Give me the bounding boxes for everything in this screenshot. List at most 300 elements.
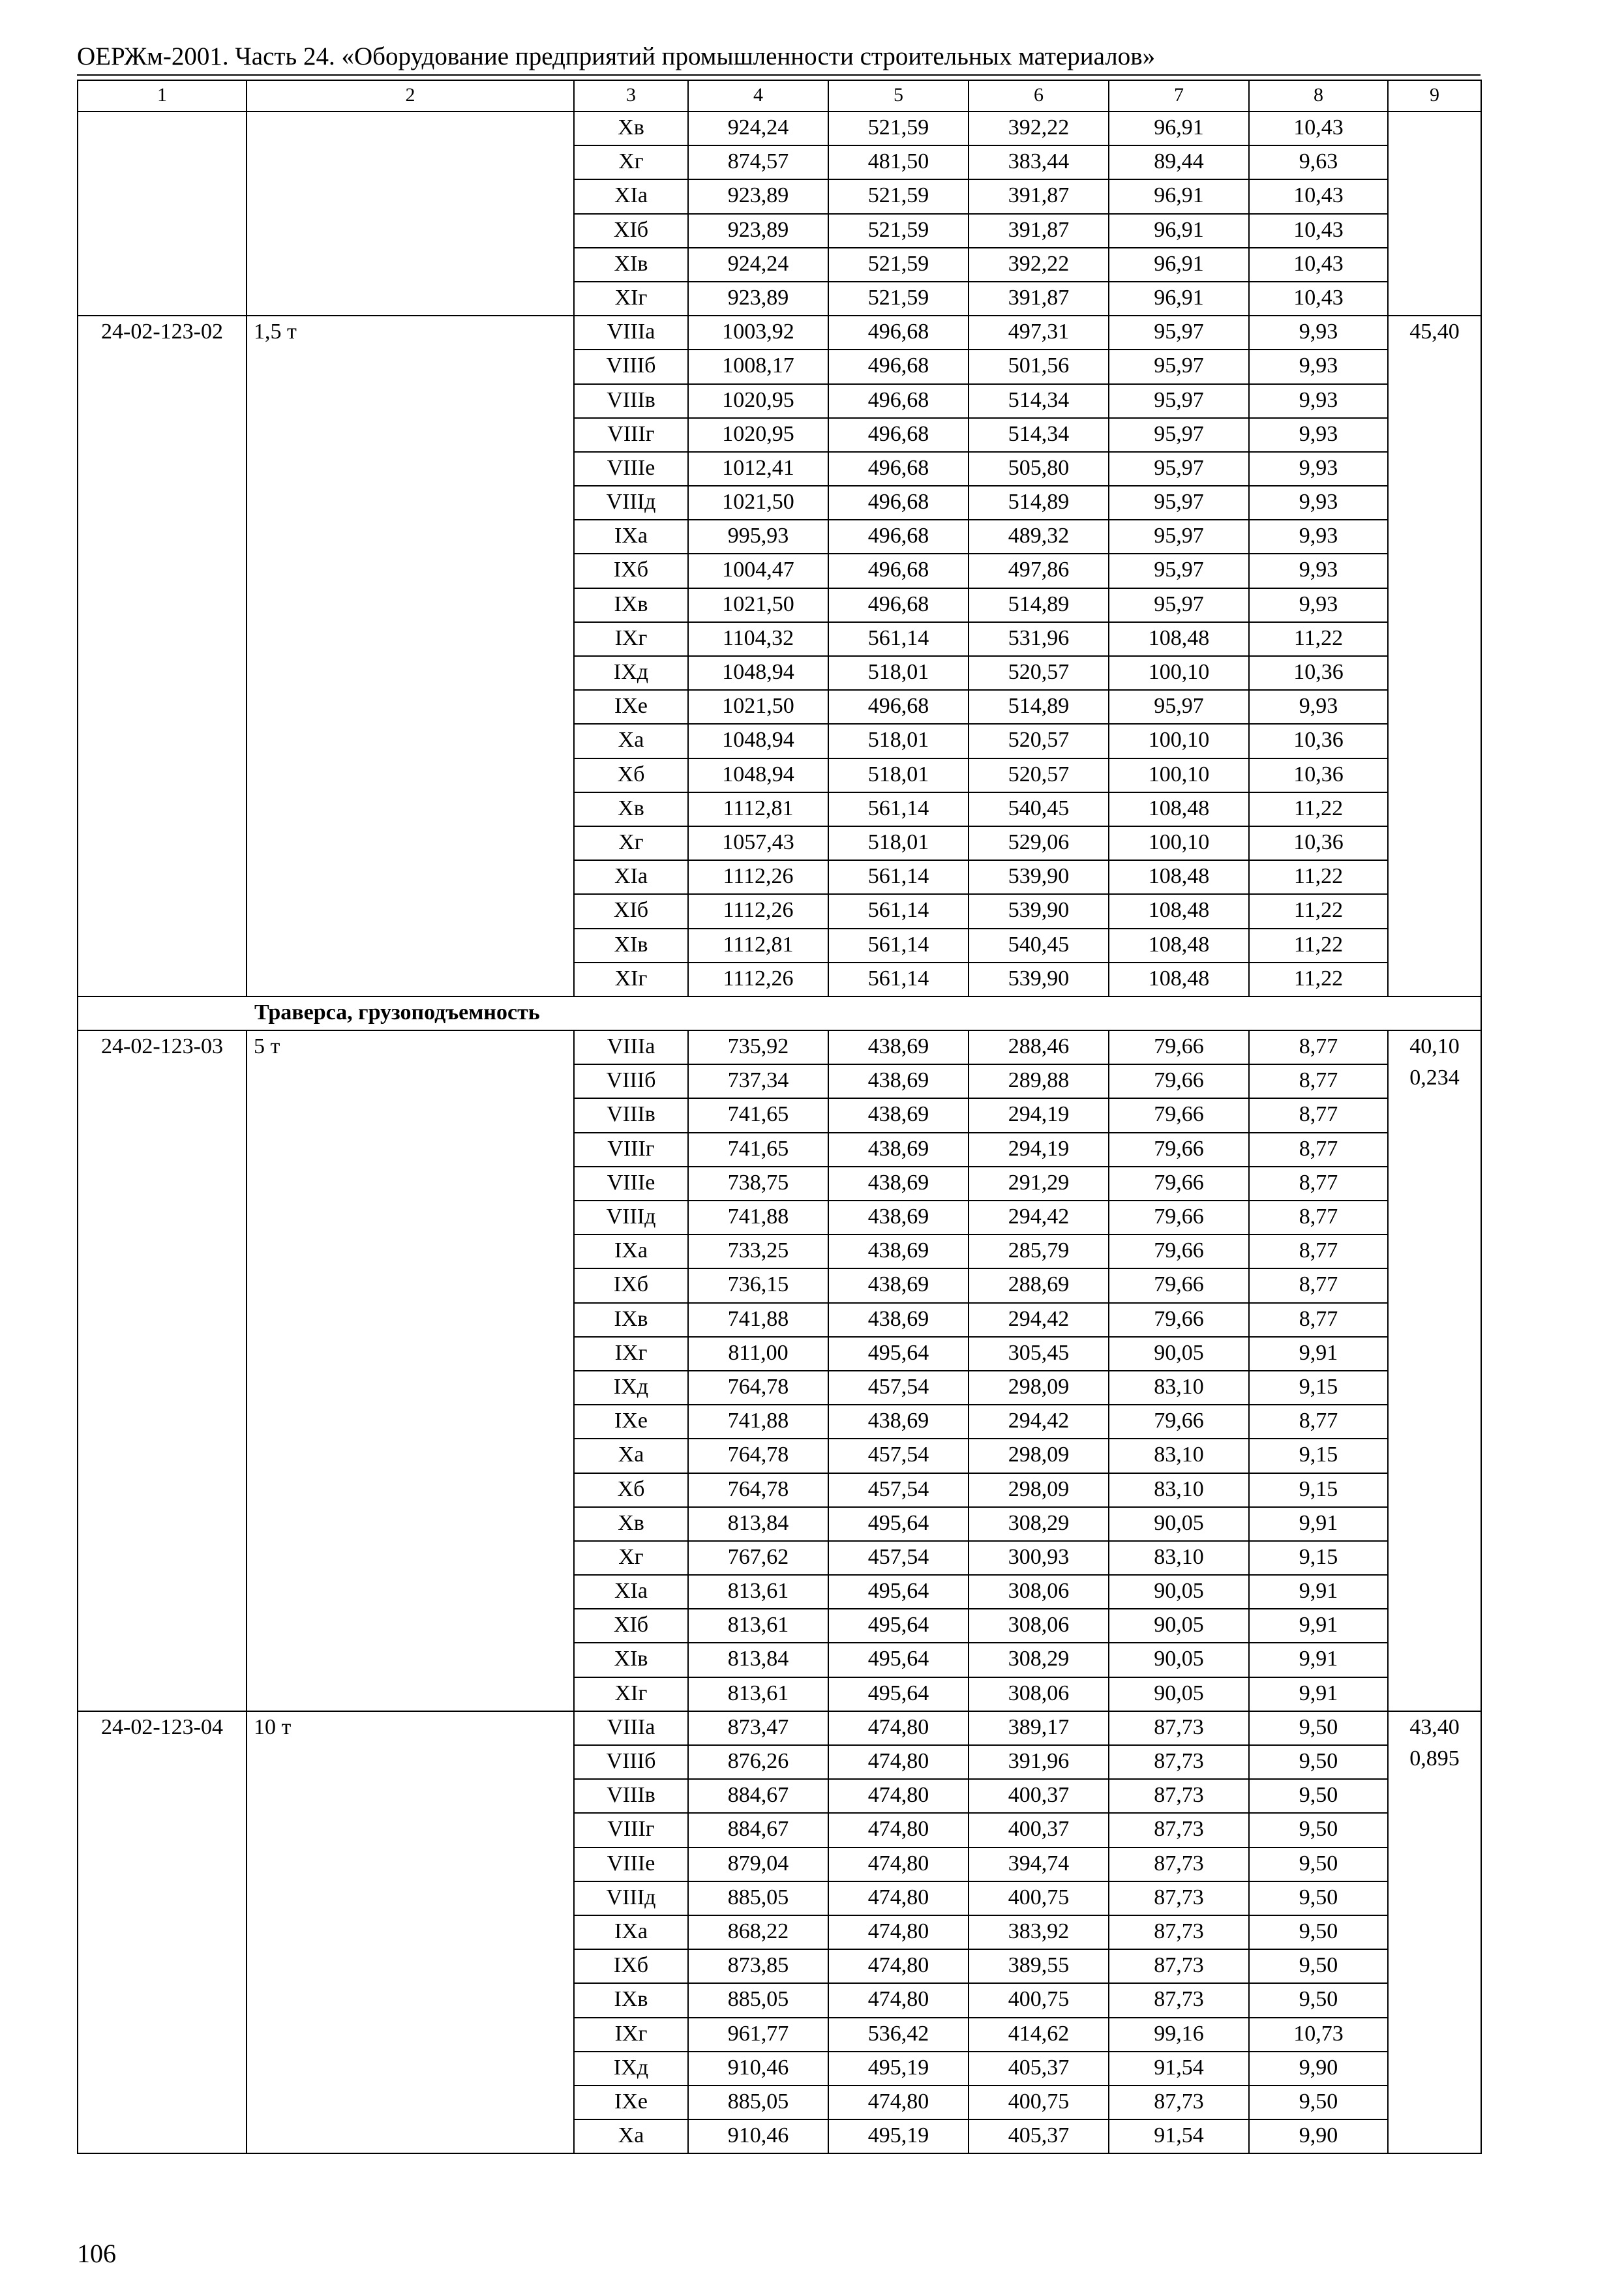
cell-col8: 8,77 <box>1249 1098 1388 1132</box>
cell-col6: 520,57 <box>969 724 1109 758</box>
cell-col8: 8,77 <box>1249 1405 1388 1439</box>
resource-code <box>78 112 247 316</box>
cell-col3: IХд <box>574 656 688 690</box>
cell-col7: 96,91 <box>1109 179 1249 213</box>
cell-col5: 457,54 <box>828 1541 969 1575</box>
cell-col4: 1004,47 <box>688 554 828 588</box>
cell-col6: 514,89 <box>969 486 1109 520</box>
cell-col7: 100,10 <box>1109 826 1249 860</box>
cell-col5: 438,69 <box>828 1133 969 1167</box>
cell-col4: 737,34 <box>688 1064 828 1098</box>
cell-col6: 294,42 <box>969 1405 1109 1439</box>
cell-col5: 457,54 <box>828 1473 969 1507</box>
cell-col7: 87,73 <box>1109 2086 1249 2119</box>
cell-col3: VIIIв <box>574 1779 688 1813</box>
section-row <box>78 996 1481 1030</box>
table-row <box>78 1711 1481 1745</box>
cell-col4: 1012,41 <box>688 452 828 486</box>
cell-col3: Хб <box>574 758 688 792</box>
cell-col6: 288,46 <box>969 1030 1109 1064</box>
cell-col5: 496,68 <box>828 690 969 724</box>
cell-col7: 79,66 <box>1109 1133 1249 1167</box>
cell-col3: ХIг <box>574 282 688 316</box>
cell-col4: 924,24 <box>688 248 828 282</box>
cell-col8: 9,50 <box>1249 1779 1388 1813</box>
cell-col5: 438,69 <box>828 1167 969 1201</box>
col9-value: 40,10 <box>1409 1034 1460 1059</box>
cell-col8: 10,73 <box>1249 2018 1388 2052</box>
cell-col3: IХд <box>574 1371 688 1405</box>
cell-col8: 11,22 <box>1249 929 1388 963</box>
cell-col5: 496,68 <box>828 350 969 383</box>
cell-col3: ХIг <box>574 1677 688 1711</box>
cell-col8: 9,93 <box>1249 486 1388 520</box>
cell-col4: 741,65 <box>688 1133 828 1167</box>
cell-col7: 95,97 <box>1109 418 1249 452</box>
cell-col3: IХв <box>574 1303 688 1337</box>
cell-col8: 9,50 <box>1249 1813 1388 1847</box>
cell-col5: 496,68 <box>828 452 969 486</box>
cell-col3: IХе <box>574 1405 688 1439</box>
cell-col6: 539,90 <box>969 860 1109 894</box>
cell-col3: ХIб <box>574 214 688 248</box>
cell-col7: 79,66 <box>1109 1167 1249 1201</box>
cell-col7: 108,48 <box>1109 963 1249 996</box>
resource-name: 1,5 т <box>247 316 574 996</box>
cell-col5: 496,68 <box>828 520 969 554</box>
cell-col5: 474,80 <box>828 1881 969 1915</box>
cell-col4: 1021,50 <box>688 486 828 520</box>
cell-col6: 391,87 <box>969 179 1109 213</box>
cell-col7: 95,97 <box>1109 588 1249 622</box>
cell-col7: 100,10 <box>1109 724 1249 758</box>
cell-col3: Ха <box>574 2119 688 2153</box>
cell-col4: 873,85 <box>688 1949 828 1983</box>
cell-col3: IХа <box>574 1234 688 1268</box>
cell-col5: 521,59 <box>828 214 969 248</box>
cell-col4: 1048,94 <box>688 656 828 690</box>
cell-col6: 285,79 <box>969 1234 1109 1268</box>
cell-col5: 518,01 <box>828 758 969 792</box>
cell-col6: 540,45 <box>969 929 1109 963</box>
cell-col4: 923,89 <box>688 179 828 213</box>
cell-col3: Хг <box>574 826 688 860</box>
cell-col5: 438,69 <box>828 1303 969 1337</box>
table-row <box>78 1030 1481 1064</box>
cell-col4: 764,78 <box>688 1371 828 1405</box>
cell-col7: 91,54 <box>1109 2052 1249 2086</box>
cell-col7: 95,97 <box>1109 520 1249 554</box>
column-header: 4 <box>688 80 828 112</box>
cell-col8: 10,43 <box>1249 282 1388 316</box>
cell-col4: 995,93 <box>688 520 828 554</box>
cell-col5: 521,59 <box>828 112 969 145</box>
cell-col6: 539,90 <box>969 894 1109 928</box>
cell-col4: 910,46 <box>688 2052 828 2086</box>
cell-col8: 8,77 <box>1249 1133 1388 1167</box>
cell-col4: 1020,95 <box>688 418 828 452</box>
cell-col6: 520,57 <box>969 656 1109 690</box>
cell-col7: 108,48 <box>1109 929 1249 963</box>
cell-col3: VIIIг <box>574 418 688 452</box>
cell-col5: 474,80 <box>828 1813 969 1847</box>
resource-code: 24-02-123-02 <box>78 316 247 996</box>
cell-col3: IХг <box>574 2018 688 2052</box>
cell-col3: VIIIв <box>574 1098 688 1132</box>
cell-col7: 87,73 <box>1109 1813 1249 1847</box>
cell-col8: 9,15 <box>1249 1473 1388 1507</box>
cell-col5: 495,19 <box>828 2119 969 2153</box>
cell-col6: 300,93 <box>969 1541 1109 1575</box>
cell-col3: ХIг <box>574 963 688 996</box>
cell-col8: 10,36 <box>1249 656 1388 690</box>
cell-col6: 294,19 <box>969 1098 1109 1132</box>
cell-col8: 9,91 <box>1249 1643 1388 1677</box>
cell-col4: 1112,81 <box>688 792 828 826</box>
cell-col6: 539,90 <box>969 963 1109 996</box>
cell-col4: 811,00 <box>688 1337 828 1371</box>
cell-col6: 391,96 <box>969 1745 1109 1779</box>
cell-col7: 95,97 <box>1109 350 1249 383</box>
cell-col7: 87,73 <box>1109 1848 1249 1881</box>
cell-col5: 561,14 <box>828 894 969 928</box>
cell-col4: 961,77 <box>688 2018 828 2052</box>
cell-col7: 95,97 <box>1109 384 1249 418</box>
cell-col4: 879,04 <box>688 1848 828 1881</box>
cell-col5: 561,14 <box>828 860 969 894</box>
cell-col3: Хг <box>574 1541 688 1575</box>
cell-col8: 11,22 <box>1249 860 1388 894</box>
cell-col7: 83,10 <box>1109 1541 1249 1575</box>
cell-col8: 10,43 <box>1249 179 1388 213</box>
cell-col6: 514,89 <box>969 588 1109 622</box>
cell-col8: 9,90 <box>1249 2119 1388 2153</box>
cell-col4: 813,61 <box>688 1677 828 1711</box>
cell-col4: 741,88 <box>688 1201 828 1234</box>
cell-col8: 9,15 <box>1249 1541 1388 1575</box>
cell-col5: 457,54 <box>828 1439 969 1473</box>
cell-col8: 10,36 <box>1249 826 1388 860</box>
cell-col7: 87,73 <box>1109 1779 1249 1813</box>
cell-col3: VIIIа <box>574 1030 688 1064</box>
cell-col5: 496,68 <box>828 384 969 418</box>
table-body <box>78 80 1481 2153</box>
cell-col3: IХе <box>574 690 688 724</box>
cell-col6: 308,06 <box>969 1609 1109 1643</box>
cell-col5: 474,80 <box>828 1711 969 1745</box>
cell-col8: 9,91 <box>1249 1677 1388 1711</box>
cell-col8: 9,50 <box>1249 1711 1388 1745</box>
cell-col6: 405,37 <box>969 2119 1109 2153</box>
cell-col4: 885,05 <box>688 2086 828 2119</box>
cell-col5: 474,80 <box>828 1848 969 1881</box>
cell-col8: 9,90 <box>1249 2052 1388 2086</box>
cell-col5: 438,69 <box>828 1234 969 1268</box>
cell-col7: 79,66 <box>1109 1303 1249 1337</box>
cell-col3: IХг <box>574 622 688 656</box>
cell-col7: 87,73 <box>1109 1915 1249 1949</box>
cell-col3: IХа <box>574 520 688 554</box>
header-rule <box>77 74 1481 76</box>
cell-col4: 1021,50 <box>688 690 828 724</box>
cell-col5: 495,19 <box>828 2052 969 2086</box>
cell-col6: 308,29 <box>969 1507 1109 1541</box>
cell-col5: 474,80 <box>828 1745 969 1779</box>
cell-col7: 95,97 <box>1109 452 1249 486</box>
cell-col6: 298,09 <box>969 1439 1109 1473</box>
cell-col3: Хв <box>574 792 688 826</box>
cell-col8: 9,91 <box>1249 1609 1388 1643</box>
column-header: 6 <box>969 80 1109 112</box>
cell-col8: 10,43 <box>1249 214 1388 248</box>
cell-col4: 741,88 <box>688 1303 828 1337</box>
cell-col6: 298,09 <box>969 1473 1109 1507</box>
cell-col5: 495,64 <box>828 1677 969 1711</box>
cell-col5: 496,68 <box>828 418 969 452</box>
cell-col3: ХIб <box>574 894 688 928</box>
table-row <box>78 316 1481 350</box>
cell-col3: VIIIд <box>574 486 688 520</box>
cell-col7: 96,91 <box>1109 112 1249 145</box>
cell-col4: 813,84 <box>688 1643 828 1677</box>
resource-name: 5 т <box>247 1030 574 1711</box>
cell-col6: 497,86 <box>969 554 1109 588</box>
cell-col4: 885,05 <box>688 1983 828 2017</box>
cell-col8: 8,77 <box>1249 1234 1388 1268</box>
cell-col6: 294,19 <box>969 1133 1109 1167</box>
cell-col7: 79,66 <box>1109 1268 1249 1302</box>
cell-col3: Хв <box>574 112 688 145</box>
cell-col7: 100,10 <box>1109 656 1249 690</box>
table-row <box>78 112 1481 145</box>
cell-col5: 474,80 <box>828 1915 969 1949</box>
resource-code: 24-02-123-04 <box>78 1711 247 2153</box>
cell-col6: 294,42 <box>969 1201 1109 1234</box>
cell-col7: 79,66 <box>1109 1098 1249 1132</box>
cell-col5: 496,68 <box>828 486 969 520</box>
cell-col5: 496,68 <box>828 316 969 350</box>
cell-col7: 95,97 <box>1109 316 1249 350</box>
cell-col7: 99,16 <box>1109 2018 1249 2052</box>
cell-col8: 8,77 <box>1249 1030 1388 1064</box>
cell-col3: ХIа <box>574 1575 688 1609</box>
cell-col4: 764,78 <box>688 1439 828 1473</box>
cell-col4: 874,57 <box>688 145 828 179</box>
cell-col8: 11,22 <box>1249 792 1388 826</box>
cell-col6: 289,88 <box>969 1064 1109 1098</box>
cell-col4: 1112,26 <box>688 860 828 894</box>
cell-col6: 540,45 <box>969 792 1109 826</box>
cell-col8: 9,50 <box>1249 1949 1388 1983</box>
col9-values <box>1388 112 1481 316</box>
cell-col8: 9,50 <box>1249 1848 1388 1881</box>
cell-col8: 9,93 <box>1249 690 1388 724</box>
cell-col5: 474,80 <box>828 2086 969 2119</box>
cell-col7: 95,97 <box>1109 690 1249 724</box>
cell-col8: 8,77 <box>1249 1201 1388 1234</box>
cell-col4: 876,26 <box>688 1745 828 1779</box>
cell-col7: 108,48 <box>1109 894 1249 928</box>
cell-col8: 9,93 <box>1249 384 1388 418</box>
cell-col3: ХIа <box>574 860 688 894</box>
cell-col4: 910,46 <box>688 2119 828 2153</box>
cell-col6: 520,57 <box>969 758 1109 792</box>
cell-col5: 438,69 <box>828 1405 969 1439</box>
cell-col4: 1112,81 <box>688 929 828 963</box>
cell-col6: 497,31 <box>969 316 1109 350</box>
cell-col5: 474,80 <box>828 1779 969 1813</box>
cell-col3: IХа <box>574 1915 688 1949</box>
cell-col8: 10,36 <box>1249 758 1388 792</box>
cell-col3: VIIIе <box>574 1167 688 1201</box>
cell-col3: VIIIб <box>574 1745 688 1779</box>
cell-col5: 561,14 <box>828 963 969 996</box>
cell-col5: 438,69 <box>828 1064 969 1098</box>
cell-col3: VIIIб <box>574 1064 688 1098</box>
cell-col8: 9,91 <box>1249 1575 1388 1609</box>
column-header: 7 <box>1109 80 1249 112</box>
cell-col4: 1057,43 <box>688 826 828 860</box>
cell-col3: Хв <box>574 1507 688 1541</box>
cell-col3: Ха <box>574 724 688 758</box>
cell-col4: 1003,92 <box>688 316 828 350</box>
column-header: 9 <box>1388 80 1481 112</box>
resource-name: 10 т <box>247 1711 574 2153</box>
cell-col4: 885,05 <box>688 1881 828 1915</box>
cell-col7: 90,05 <box>1109 1575 1249 1609</box>
cell-col7: 100,10 <box>1109 758 1249 792</box>
cell-col4: 1112,26 <box>688 894 828 928</box>
cell-col4: 736,15 <box>688 1268 828 1302</box>
cell-col4: 1048,94 <box>688 724 828 758</box>
cell-col7: 89,44 <box>1109 145 1249 179</box>
cell-col6: 288,69 <box>969 1268 1109 1302</box>
cell-col8: 9,93 <box>1249 452 1388 486</box>
column-header: 5 <box>828 80 969 112</box>
cell-col4: 735,92 <box>688 1030 828 1064</box>
cell-col7: 90,05 <box>1109 1609 1249 1643</box>
cell-col6: 389,55 <box>969 1949 1109 1983</box>
cell-col6: 400,75 <box>969 2086 1109 2119</box>
cell-col7: 79,66 <box>1109 1234 1249 1268</box>
cell-col8: 9,93 <box>1249 520 1388 554</box>
col9-values <box>1388 1711 1481 2153</box>
cell-col8: 9,50 <box>1249 2086 1388 2119</box>
cell-col7: 96,91 <box>1109 214 1249 248</box>
cell-col4: 1020,95 <box>688 384 828 418</box>
cell-col5: 495,64 <box>828 1643 969 1677</box>
column-header: 2 <box>247 80 574 112</box>
cell-col3: Хг <box>574 145 688 179</box>
cell-col5: 438,69 <box>828 1268 969 1302</box>
cell-col3: VIIIд <box>574 1201 688 1234</box>
cell-col7: 87,73 <box>1109 1983 1249 2017</box>
cell-col4: 924,24 <box>688 112 828 145</box>
cell-col5: 438,69 <box>828 1030 969 1064</box>
cell-col8: 8,77 <box>1249 1268 1388 1302</box>
cell-col4: 1021,50 <box>688 588 828 622</box>
cell-col4: 884,67 <box>688 1779 828 1813</box>
cell-col8: 10,43 <box>1249 112 1388 145</box>
cell-col6: 389,17 <box>969 1711 1109 1745</box>
cell-col8: 9,93 <box>1249 588 1388 622</box>
cell-col7: 90,05 <box>1109 1677 1249 1711</box>
page-number: 106 <box>77 2239 116 2268</box>
cell-col5: 474,80 <box>828 1983 969 2017</box>
cell-col3: VIIIд <box>574 1881 688 1915</box>
cell-col6: 531,96 <box>969 622 1109 656</box>
cell-col4: 1104,32 <box>688 622 828 656</box>
cell-col4: 873,47 <box>688 1711 828 1745</box>
col9-value: 43,40 <box>1409 1714 1460 1739</box>
cell-col6: 305,45 <box>969 1337 1109 1371</box>
col9-values <box>1388 1030 1481 1711</box>
cell-col6: 308,29 <box>969 1643 1109 1677</box>
cell-col7: 83,10 <box>1109 1371 1249 1405</box>
cell-col3: ХIв <box>574 248 688 282</box>
cell-col4: 813,61 <box>688 1575 828 1609</box>
cell-col8: 9,50 <box>1249 1915 1388 1949</box>
cell-col3: IХб <box>574 554 688 588</box>
resource-code: 24-02-123-03 <box>78 1030 247 1711</box>
cell-col3: IХг <box>574 1337 688 1371</box>
cell-col3: IХв <box>574 588 688 622</box>
cell-col5: 438,69 <box>828 1098 969 1132</box>
cell-col8: 11,22 <box>1249 622 1388 656</box>
cell-col4: 884,67 <box>688 1813 828 1847</box>
cell-col4: 764,78 <box>688 1473 828 1507</box>
cell-col5: 518,01 <box>828 724 969 758</box>
cell-col3: VIIIб <box>574 350 688 383</box>
cell-col6: 501,56 <box>969 350 1109 383</box>
cell-col8: 8,77 <box>1249 1167 1388 1201</box>
cell-col7: 79,66 <box>1109 1064 1249 1098</box>
cell-col8: 8,77 <box>1249 1064 1388 1098</box>
cell-col3: VIIIа <box>574 1711 688 1745</box>
cell-col6: 414,62 <box>969 2018 1109 2052</box>
cell-col6: 489,32 <box>969 520 1109 554</box>
cell-col4: 741,88 <box>688 1405 828 1439</box>
cell-col6: 505,80 <box>969 452 1109 486</box>
cell-col8: 9,93 <box>1249 316 1388 350</box>
cell-col8: 9,15 <box>1249 1371 1388 1405</box>
cell-col6: 308,06 <box>969 1575 1109 1609</box>
cell-col5: 561,14 <box>828 929 969 963</box>
cell-col7: 91,54 <box>1109 2119 1249 2153</box>
cell-col4: 813,61 <box>688 1609 828 1643</box>
cell-col5: 495,64 <box>828 1609 969 1643</box>
cell-col3: VIIIг <box>574 1813 688 1847</box>
cell-col3: ХIа <box>574 179 688 213</box>
cell-col7: 79,66 <box>1109 1030 1249 1064</box>
cell-col8: 9,50 <box>1249 1983 1388 2017</box>
cell-col3: VIIIг <box>574 1133 688 1167</box>
page-header: ОЕРЖм-2001. Часть 24. «Оборудование предприятий промышленности строительных материалов» <box>77 42 1156 70</box>
cell-col5: 481,50 <box>828 145 969 179</box>
cell-col6: 400,75 <box>969 1983 1109 2017</box>
cell-col6: 291,29 <box>969 1167 1109 1201</box>
cell-col7: 83,10 <box>1109 1439 1249 1473</box>
cell-col7: 96,91 <box>1109 282 1249 316</box>
cell-col5: 438,69 <box>828 1201 969 1234</box>
cell-col6: 383,44 <box>969 145 1109 179</box>
cell-col3: IХе <box>574 2086 688 2119</box>
col9-value: 0,234 <box>1409 1066 1460 1090</box>
cell-col7: 108,48 <box>1109 860 1249 894</box>
cell-col6: 529,06 <box>969 826 1109 860</box>
cell-col5: 518,01 <box>828 826 969 860</box>
cell-col8: 9,91 <box>1249 1337 1388 1371</box>
